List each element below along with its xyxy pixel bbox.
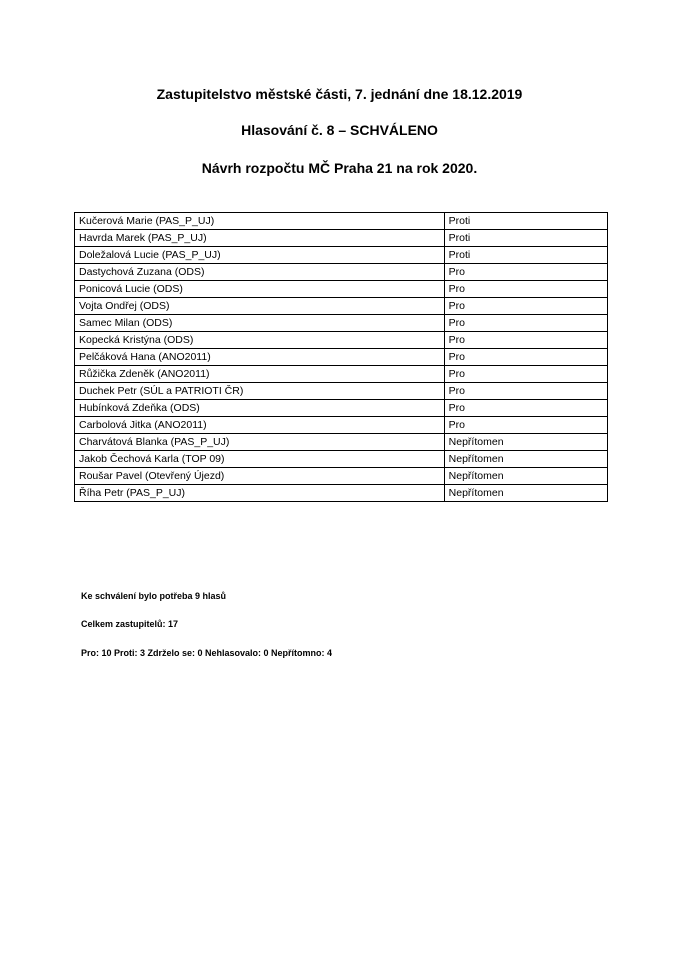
vote-result-cell: Pro (444, 315, 607, 332)
vote-result-cell: Pro (444, 366, 607, 383)
vote-subject: Návrh rozpočtu MČ Praha 21 na rok 2020. (201, 160, 478, 176)
votes-table (74, 212, 608, 502)
member-name-cell: Kučerová Marie (PAS_P_UJ) (75, 213, 445, 230)
table-row (75, 213, 608, 230)
member-name-cell: Ponicová Lucie (ODS) (75, 281, 445, 298)
table-row (75, 315, 608, 332)
vote-result-cell: Proti (444, 247, 607, 264)
table-row (75, 264, 608, 281)
member-name-cell: Růžička Zdeněk (ANO2011) (75, 366, 445, 383)
vote-result-cell: Proti (444, 230, 607, 247)
table-row (75, 281, 608, 298)
vote-result-cell: Pro (444, 332, 607, 349)
required-votes-text: Ke schválení bylo potřeba 9 hlasů (81, 591, 227, 601)
table-row (75, 349, 608, 366)
table-row (75, 366, 608, 383)
member-name-cell: Říha Petr (PAS_P_UJ) (75, 485, 445, 502)
table-row (75, 230, 608, 247)
table-row (75, 485, 608, 502)
table-row (75, 451, 608, 468)
vote-result-cell: Nepřítomen (444, 434, 607, 451)
member-name-cell: Samec Milan (ODS) (75, 315, 445, 332)
table-row (75, 247, 608, 264)
vote-result-cell: Pro (444, 298, 607, 315)
vote-result-cell: Nepřítomen (444, 451, 607, 468)
total-members-text: Celkem zastupitelů: 17 (81, 619, 179, 629)
table-row (75, 298, 608, 315)
table-row (75, 332, 608, 349)
table-row (75, 417, 608, 434)
member-name-cell: Charvátová Blanka (PAS_P_UJ) (75, 434, 445, 451)
vote-result-cell: Pro (444, 383, 607, 400)
member-name-cell: Hubínková Zdeňka (ODS) (75, 400, 445, 417)
vote-result-cell: Nepřítomen (444, 468, 607, 485)
vote-result-cell: Pro (444, 281, 607, 298)
member-name-cell: Jakob Čechová Karla (TOP 09) (75, 451, 445, 468)
vote-result-cell: Pro (444, 349, 607, 366)
vote-result-cell: Pro (444, 400, 607, 417)
member-name-cell: Havrda Marek (PAS_P_UJ) (75, 230, 445, 247)
vote-title: Hlasování č. 8 – SCHVÁLENO (241, 122, 438, 138)
member-name-cell: Doležalová Lucie (PAS_P_UJ) (75, 247, 445, 264)
table-row (75, 468, 608, 485)
member-name-cell: Carbolová Jitka (ANO2011) (75, 417, 445, 434)
member-name-cell: Vojta Ondřej (ODS) (75, 298, 445, 315)
member-name-cell: Dastychová Zuzana (ODS) (75, 264, 445, 281)
votes-table-body (75, 213, 608, 502)
vote-result-cell: Pro (444, 264, 607, 281)
member-name-cell: Roušar Pavel (Otevřený Újezd) (75, 468, 445, 485)
vote-result-cell: Pro (444, 417, 607, 434)
member-name-cell: Duchek Petr (SÚL a PATRIOTI ČR) (75, 383, 445, 400)
table-row (75, 400, 608, 417)
meeting-title: Zastupitelstvo městské části, 7. jednání dne 18.12.2019 (156, 86, 523, 102)
member-name-cell: Kopecká Kristýna (ODS) (75, 332, 445, 349)
vote-result-cell: Nepřítomen (444, 485, 607, 502)
member-name-cell: Pelčáková Hana (ANO2011) (75, 349, 445, 366)
table-row (75, 383, 608, 400)
vote-result-cell: Proti (444, 213, 607, 230)
table-row (75, 434, 608, 451)
vote-counts-text: Pro: 10 Proti: 3 Zdrželo se: 0 Nehlasovalo: 0 Nepřítomno: 4 (81, 648, 333, 658)
